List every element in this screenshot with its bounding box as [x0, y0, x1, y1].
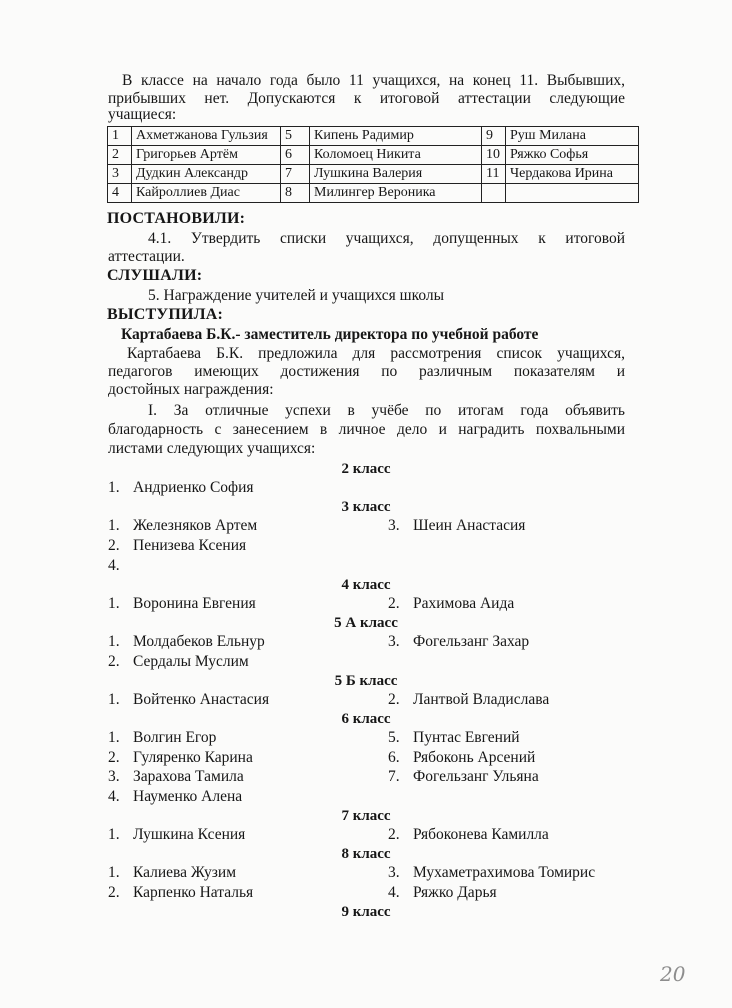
resolution-4-1-line-2: аттестации.: [108, 248, 185, 265]
student-name-cell: [506, 184, 639, 203]
list-item: [108, 691, 269, 709]
student-name: Карпенко Наталья: [133, 884, 254, 901]
student-number-cell: 5: [281, 127, 310, 146]
list-item-number: 4.: [108, 788, 120, 805]
table-row: [108, 165, 639, 184]
student-name: Воронина Евгения: [133, 595, 256, 612]
student-name-cell: Ахметжанова Гульзия: [132, 127, 281, 146]
list-item-number: 1.: [108, 691, 120, 708]
list-item-number: 4.: [388, 884, 400, 901]
student-number-cell: 4: [108, 184, 132, 203]
list-item: [108, 884, 253, 902]
heading-postanovili: ПОСТАНОВИЛИ:: [107, 210, 246, 227]
list-item-number: 1.: [108, 729, 120, 746]
list-item-number: 1.: [108, 826, 120, 843]
list-item-number: 1.: [108, 864, 120, 881]
student-number-cell: 3: [108, 165, 132, 184]
list-item: [108, 537, 246, 555]
student-name-cell: Милингер Вероника: [310, 184, 482, 203]
grade-heading: 6 класс: [341, 711, 391, 727]
student-name: Фогельзанг Ульяна: [413, 768, 539, 785]
speaker-line: Картабаева Б.К.- заместитель директора по учебной работе: [121, 326, 539, 343]
proposal-line-1: Картабаева Б.К. предложила для рассмотрения список учащихся,: [127, 345, 625, 362]
student-name-cell: Дудкин Александр: [132, 165, 281, 184]
student-name: Пенизева Ксения: [133, 537, 247, 554]
list-item-number: 2.: [388, 826, 400, 843]
list-item-number: 1.: [108, 479, 120, 496]
student-name: Лушкина Ксения: [133, 826, 246, 843]
list-item: [108, 633, 265, 651]
list-item: [108, 557, 133, 575]
student-name: Гуляренко Карина: [133, 749, 253, 766]
heading-slushali: СЛУШАЛИ:: [107, 267, 203, 284]
student-name: Войтенко Анастасия: [133, 691, 270, 708]
list-item: [108, 729, 216, 747]
list-item-number: 3.: [388, 517, 400, 534]
student-name: Пунтас Евгений: [413, 729, 520, 746]
grade-heading: 7 класс: [341, 808, 391, 824]
grade-heading: 9 класс: [341, 904, 391, 920]
student-name-cell: Кипень Радимир: [310, 127, 482, 146]
student-number-cell: 7: [281, 165, 310, 184]
list-item-number: 2.: [388, 691, 400, 708]
list-item: [388, 729, 520, 747]
grade-heading: 5 А класс: [334, 615, 398, 631]
student-name-cell: Коломоец Никита: [310, 146, 482, 165]
list-item-number: 3.: [388, 633, 400, 650]
student-number-cell: 6: [281, 146, 310, 165]
list-item-number: 1.: [108, 633, 120, 650]
grade-heading: 2 класс: [341, 461, 391, 477]
student-name: Мухаметрахимова Томирис: [413, 864, 596, 881]
student-name: Ряжко Дарья: [413, 884, 497, 901]
list-item: [108, 479, 254, 497]
list-item-number: 1.: [108, 595, 120, 612]
list-item: [388, 749, 535, 767]
table-row: [108, 184, 639, 203]
table-row: [108, 146, 639, 165]
student-number-cell: 8: [281, 184, 310, 203]
agenda-item-5: 5. Награждение учителей и учащихся школы: [148, 287, 445, 304]
proposal-line-2: педагогов имеющих достижения по различным показателям и: [108, 363, 625, 380]
grade-heading: 4 класс: [341, 577, 391, 593]
list-item-number: 2.: [388, 595, 400, 612]
list-item: [388, 884, 497, 902]
student-name: Рахимова Аида: [413, 595, 515, 612]
intro-line-1: В классе на начало года было 11 учащихся, на конец 11. Выбывших,: [122, 72, 625, 89]
section-1-line-1: I. За отличные успехи в учёбе по итогам года объявить: [148, 402, 625, 419]
list-item: [108, 653, 249, 671]
list-item: [388, 595, 514, 613]
list-item: [388, 864, 595, 882]
proposal-line-3: достойных награждения:: [108, 381, 274, 398]
section-1-line-3: листами следующих учащихся:: [108, 440, 316, 457]
student-name: Волгин Егор: [133, 729, 217, 746]
list-item: [108, 788, 242, 806]
student-number-cell: 9: [482, 127, 506, 146]
student-name-cell: Чердакова Ирина: [506, 165, 639, 184]
intro-line-3: учащиеся:: [108, 106, 177, 123]
student-name: Молдабеков Ельнур: [133, 633, 265, 650]
list-item: [388, 826, 549, 844]
list-item: [108, 517, 257, 535]
list-item: [108, 595, 256, 613]
list-item: [388, 691, 549, 709]
student-name: Рябоконь Арсений: [413, 749, 536, 766]
resolution-4-1-line-1: 4.1. Утвердить списки учащихся, допущенных к итоговой: [148, 230, 625, 247]
student-number-cell: 1: [108, 127, 132, 146]
student-name: Сердалы Муслим: [133, 653, 249, 670]
heading-vystupila: ВЫСТУПИЛА:: [107, 306, 224, 323]
student-name: Калиева Жузим: [133, 864, 237, 881]
section-1-line-2: благодарность с занесением в личное дело и наградить похвальными: [108, 421, 625, 438]
student-name: Фогельзанг Захар: [413, 633, 530, 650]
grade-heading: 8 класс: [341, 846, 391, 862]
student-name: Рябоконева Камилла: [413, 826, 549, 843]
student-number-cell: 11: [482, 165, 506, 184]
student-name: Науменко Алена: [133, 788, 243, 805]
list-item: [388, 768, 539, 786]
student-name: Шеин Анастасия: [413, 517, 526, 534]
student-name-cell: Ряжко Софья: [506, 146, 639, 165]
list-item-number: 5.: [388, 729, 400, 746]
list-item-number: 3.: [388, 864, 400, 881]
grade-heading: 5 Б класс: [334, 673, 398, 689]
student-number-cell: [482, 184, 506, 203]
student-number-cell: 10: [482, 146, 506, 165]
list-item-number: 2.: [108, 653, 120, 670]
student-name: Лантвой Владислава: [413, 691, 550, 708]
student-name-cell: Руш Милана: [506, 127, 639, 146]
student-name-cell: Кайроллиев Диас: [132, 184, 281, 203]
list-item: [108, 864, 236, 882]
list-item: [388, 517, 525, 535]
student-name: Железняков Артем: [133, 517, 258, 534]
student-name: Андриенко София: [133, 479, 254, 496]
page-number: 20: [660, 962, 686, 986]
student-name: Зарахова Тамила: [133, 768, 244, 785]
list-item-number: 2.: [108, 749, 120, 766]
list-item: [388, 633, 529, 651]
list-item-number: 2.: [108, 537, 120, 554]
attestation-table: [107, 126, 639, 203]
grade-heading: 3 класс: [341, 499, 391, 515]
list-item: [108, 749, 253, 767]
list-item: [108, 768, 244, 786]
list-item-number: 1.: [108, 517, 120, 534]
list-item-number: 3.: [108, 768, 120, 785]
list-item-number: 6.: [388, 749, 400, 766]
list-item-number: 4.: [108, 557, 120, 574]
student-number-cell: 2: [108, 146, 132, 165]
student-name-cell: Лушкина Валерия: [310, 165, 482, 184]
list-item-number: 7.: [388, 768, 400, 785]
list-item: [108, 826, 245, 844]
student-name-cell: Григорьев Артём: [132, 146, 281, 165]
table-row: [108, 127, 639, 146]
list-item-number: 2.: [108, 884, 120, 901]
intro-line-2: прибывших нет. Допускаются к итоговой аттестации следующие: [108, 90, 625, 107]
